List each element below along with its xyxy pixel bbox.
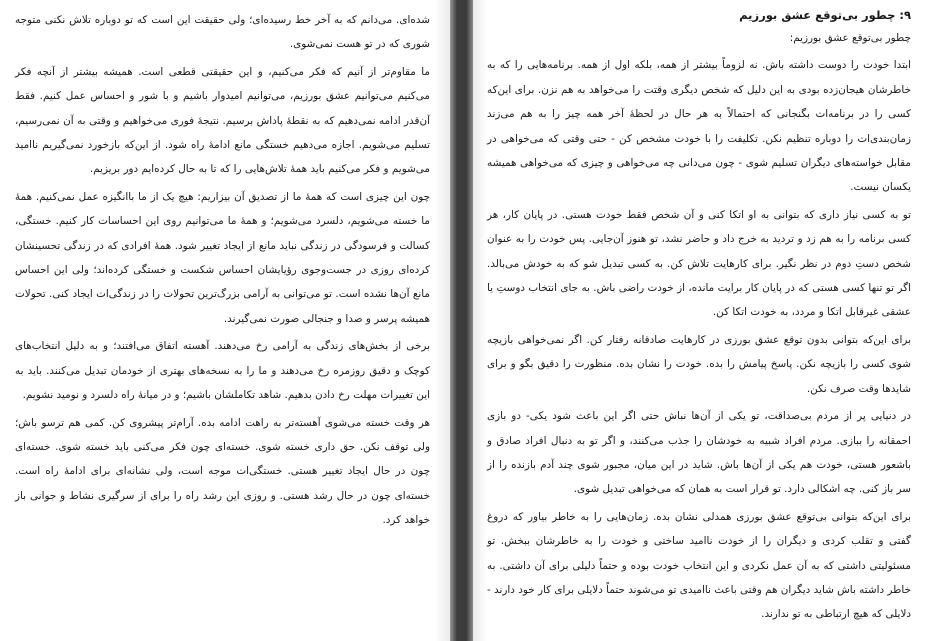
right-paragraph-4: در دنیایی پر از مردم بی‌صداقت، تو یکی از آن‌ها نباش حتی اگر این باعث شود یکی- دو بازی احمقانه را ببازی. مردم افراد شبیه به خودشان را جذب می‌کنند، و اگر تو به دنبال افراد صادق و باشعور هستی، خودت هم یکی از آن‌ها باش. شاید در این میان، مجبور شوی چند آدم بازنده را از سر باز کنی. چه اشکالی دارد. تو قرار است به همان که می‌خواهی تبدیل شوی.	[487, 410, 911, 496]
section-subheading: چطور بی‌توقع عشق بورزیم:	[789, 32, 911, 44]
left-paragraph-1: شده‌ای. می‌دانم که به آخر خط رسیده‌ای؛ ولی حقیقت این است که تو دوباره تلاش نکنی متوجه شوری که در تو هست نمی‌شوی.	[15, 14, 430, 51]
right-paragraph-5: برای این‌که بتوانی بی‌توقع عشق بورزی همدلی نشان بده. زمان‌هایی را به خاطر بیاور که دروغ گفتی و تقلب کردی و دیگران را از خودت ناامید ساختی و خودت را به خاطرشان ببخش. تو مسئولیتی داشتی که به آن عمل نکردی و این انتخاب خودت بوده و حتماً دلیلی برای آن داشتی. به خاطر داشته باش شاید دیگران هم وقتی باعث ناامیدی تو می‌شوند حتماً دلایلی برای کار خود دارند - دلایلی که هیچ ارتباطی به تو ندارند.	[486, 510, 911, 621]
chapter-heading: ۹: چطور بی‌توقع عشق بورزیم	[739, 8, 911, 22]
right-paragraph-1: ابتدا خودت را دوست داشته باش. نه لزوماً بیشتر از همه، بلکه اول از همه. برنامه‌هایی را که به خاطرشان هیجان‌زده بودی به این دلیل که شخص دیگری وقتت را می‌خواهد به هم نزن. برای این‌که کسی را در برنامه‌ات بگنجانی که احتمالاً به هر حال در لحظهٔ آخر همه چیز را به هم می‌زند زمان‌بندی‌ات را دوباره تنظیم نکن. تکلیفت را با خودت مشخص کن - حتی وقتی که می‌خواهی در مقابل خواسته‌های دیگران تسلیم شوی - چون می‌دانی چه می‌خواهی و چیزی که می‌خواهی همیشه یکسان نیست.	[487, 59, 911, 194]
right-paragraph-2: تو به کسی نیاز داری که بتوانی به او اتکا کنی و آن شخص فقط خودت هستی. در پایان کار، هر کسی برنامه را به هم زد و تردید به خرج داد و حاضر نشد، تو هنوز آن‌جایی. پس خودت را به عنوان شخص دستِ دوم در نظر نگیر. برای کارهایت تلاش کن. به کسی تبدیل شو که به خودش می‌بالد. اگر تو تنها کسی هستی که در پایان کار برایت مانده، از خودت راضی باش. به جای انتخاب دوستِ یا عشقی غیرقابل اتکا و مردد، به خودت اتکا کن.	[487, 208, 911, 319]
left-paragraph-3: چون این چیزی است که همهٔ ما از تصدیق آن بیزاریم: هیچ یک از ما باانگیزه عمل نمی‌کنیم. همهٔ ما خسته می‌شویم، دلسرد می‌شویم؛ و همهٔ ما می‌توانیم روی این احساسات کار کنیم. خستگی، کسالت و فرسودگی در زندگی نباید مانع از ایجاد تغییر شود. همهٔ افرادی که در زندگی تحسینشان کرده‌ای روزی در جست‌وجوی رؤیایشان احساس شکست و خستگی کرده‌اند؛ ولی این احساس مانع آن‌ها نشده است. تو می‌توانی به آرامی بزرگ‌ترین تحولات را در زندگی‌ات ایجاد کنی. تحولات همیشه پرسر و صدا و جنجالی صورت نمی‌گیرند.	[15, 190, 430, 325]
book-spine-gutter	[450, 0, 473, 641]
left-paragraph-4: برخی از بخش‌های زندگی به آرامی رخ می‌دهند. آهسته اتفاق می‌افتند؛ و به دلیل انتخاب‌های کوچک و دقیق روزمره رخ می‌دهند و ما را به نسخه‌های بهتری از خودمان تبدیل می‌کنند. باید به این تغییرات مهلت رخ دادن بدهیم. شاهد تکاملشان باشیم؛ و در میانهٔ راه دلسرد و نومید نشویم.	[15, 340, 430, 402]
right-page	[473, 0, 929, 641]
left-page	[0, 0, 450, 641]
left-paragraph-2: ما مقاوم‌تر از آنیم که فکر می‌کنیم، و این حقیقتی قطعی است. همیشه بیشتر از آنچه فکر می‌کنیم می‌توانیم عشق بورزیم، می‌توانیم امیدوار باشیم و با شور و احساس عمل کنیم. فقط آن‌قدر ادامه نمی‌دهیم که به نقطهٔ پاداش برسیم. نتیجهٔ فوری می‌خواهیم و وقتی به آن نمی‌رسیم، تسلیم می‌شویم. اجازه می‌دهیم خستگی مانع ادامهٔ راه شود. از این‌که بازخورد نمی‌گیریم ناامید می‌شویم و فکر می‌کنیم باید همهٔ تلاش‌هایی را که تا به حال کرده‌ایم دور بریزیم.	[15, 65, 430, 176]
right-paragraph-3: برای این‌که بتوانی بدون توقع عشق بورزی در کارهایت صادقانه رفتار کن. اگر نمی‌خواهی بازیچه شوی کسی را بازیچه نکن. پاسخ پیامش را بده. خودت را نشان بده. منظورت را دقیق بگو و برای شایدها وقت صرف نکن.	[487, 333, 911, 395]
left-paragraph-5: هر وقت خسته می‌شوی آهسته‌تر به راهت ادامه بده. آرام‌تر پیشروی کن. کمی هم ترسو باش؛ ولی توقف نکن. حق داری خسته شوی. خسته‌ای چون فکر می‌کنی باید خسته شوی. خسته‌ای چون در حال ایجاد تغییر هستی. خستگی‌ات موجه است، ولی نشانه‌ای برای ادامهٔ راه است. خسته‌ای چون در حال رشد هستی. و روزی این رشد راه را برای از سرگیری نشاط و جوانی باز خواهد کرد.	[15, 416, 430, 527]
